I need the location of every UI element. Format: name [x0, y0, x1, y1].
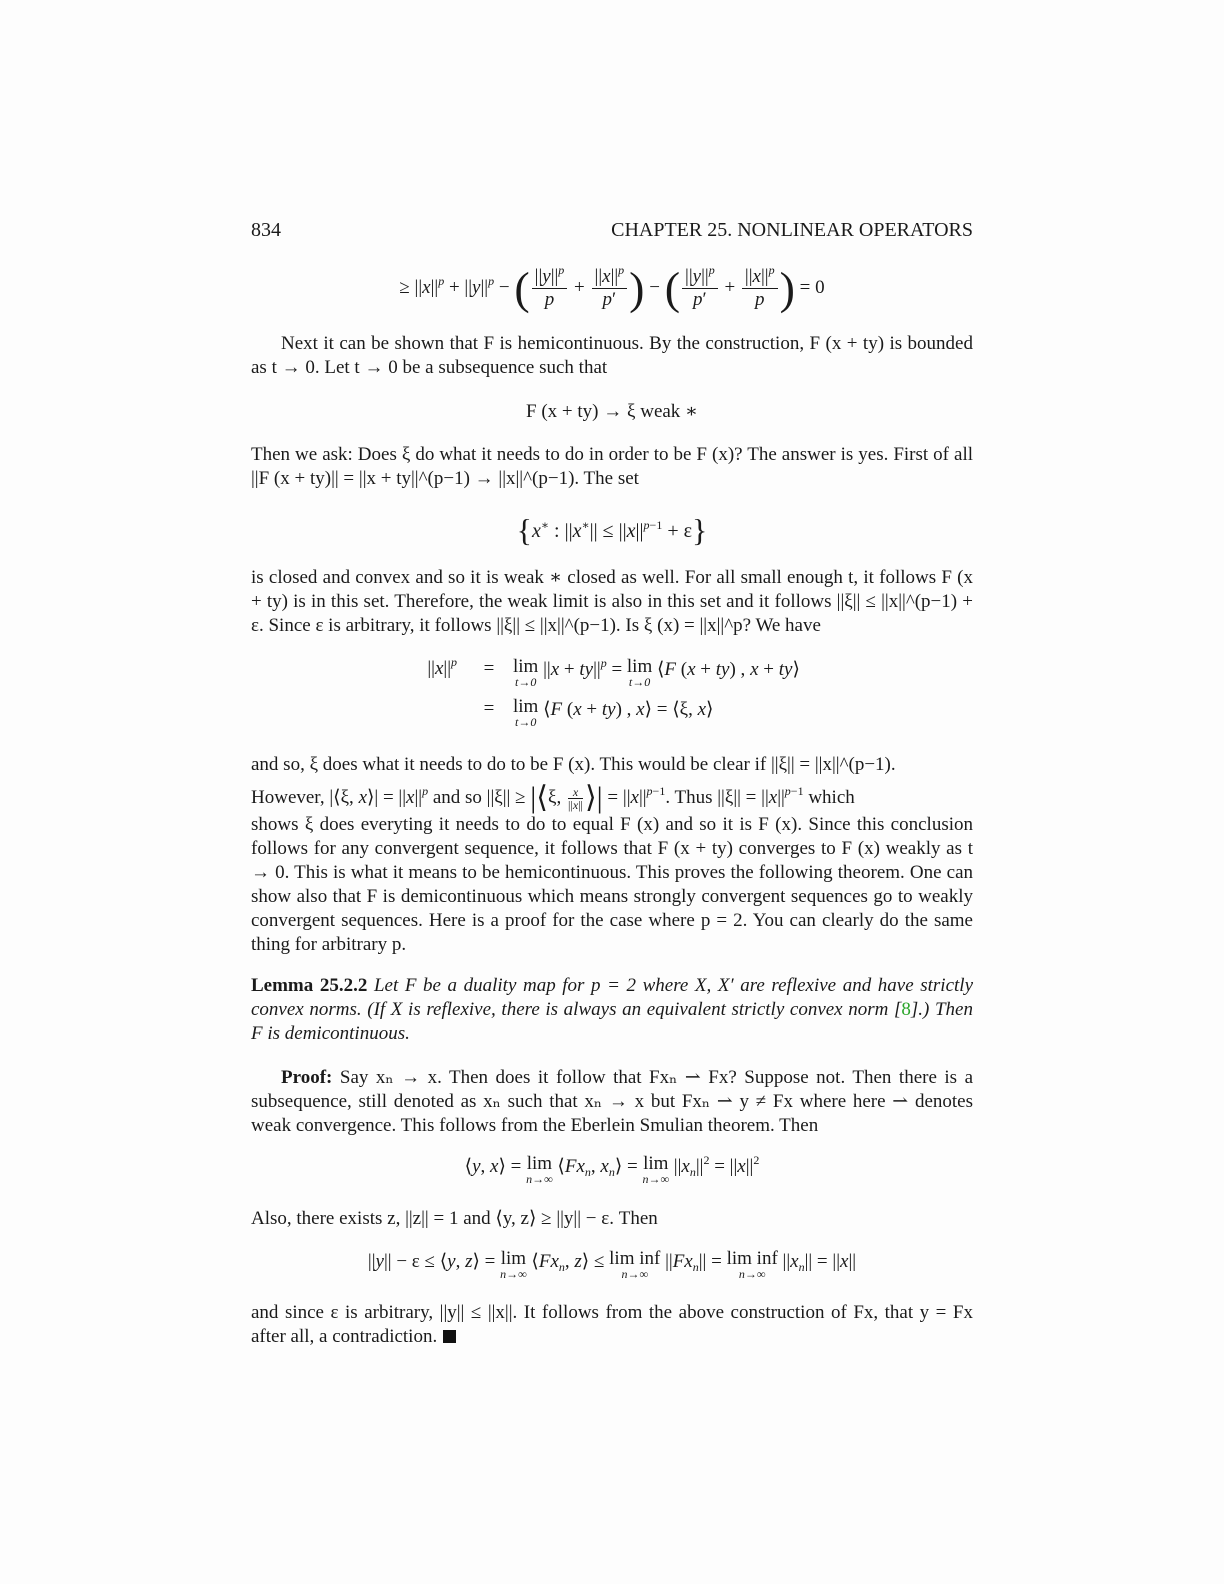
chapter-title: CHAPTER 25. NONLINEAR OPERATORS [611, 219, 973, 241]
paragraph-7 [251, 1301, 973, 1349]
proof-block [251, 1066, 973, 1138]
page-number: 834 [251, 219, 281, 241]
lemma-block [251, 974, 973, 1046]
lemma-text-1: Let F be a duality map for p = 2 where X, X′ are reflexive and have strictly convex norms. (If X is reflexive, there is always an equivalent strictly convex norm [ [251, 975, 974, 1020]
paragraph-2-text: Then we ask: Does ξ do what it needs to do in order to be F (x)? The answer is yes. First of all ||F (x + ty)|| = ||x + ty||^(p−1) → ||x||^(p−1). The set [251, 444, 973, 489]
paragraph-5-text: shows ξ does everyting it needs to do to equal F (x) and so it is F (x). Since this conclusion follows for any convergent sequence, it follows that F (x + ty) converges to F (x) weakly as t → 0. This is what it means to be hemicontinuous. This proves the following theorem. One can show also that F is demicontinuous which means strongly convergent sequences go to weakly convergent sequences. Here is a proof for the case where p = 2. You can clearly do the same thing for arbitrary p. [251, 814, 973, 955]
qed-square-icon [443, 1330, 456, 1343]
equation-however: However, |⟨ξ, x⟩| = $||x||^p$ and so ||ξ|| ≥ |⟨ξ, $\frac{x}{||x||}$ ⟩| = $||x||^{p-1}$. Thus $||\xi|| = ||x||^{p-1}$ which [251, 781, 855, 814]
paragraph-2 [251, 443, 973, 491]
page-header [251, 219, 973, 242]
paragraph-6-text: Also, there exists z, ||z|| = 1 and ⟨y, z⟩ ≥ ||y|| − ε. Then [251, 1208, 658, 1229]
proof-text: Say xₙ → x. Then does it follow that Fxₙ ⇀ Fx? Suppose not. Then there is a subsequence, still denoted as xₙ such that xₙ → x but Fxₙ ⇀ y ≠ Fx where here ⇀ denotes weak convergence. This follows from the Eberlein Smulian theorem. Then [251, 1067, 973, 1136]
paragraph-5 [251, 813, 973, 957]
paragraph-hemicontinuous [251, 332, 973, 380]
paragraph-1-text: Next it can be shown that F is hemicontinuous. By the construction, F (x + ty) is bounded as t → 0. Let t → 0 be a subsequence such that [251, 333, 973, 378]
equation-aligned: $||x||^p$ = lim t→0 $||x + ty||^p = \lim$ t→0 ⟨F (x + ty) , x + ty⟩ = lim t→0 ⟨F (x + ty) , x⟩ = ⟨ξ, x⟩ [427, 655, 800, 729]
lemma-text-2: ].) Then F is demicontinuous. [251, 999, 973, 1044]
equation-proof-2: ||y|| − ε ≤ ⟨y, z⟩ = lim n→∞ $⟨Fx_n$, z⟩ ≤ lim inf n→∞ $||Fx_n|| = \lim$ inf n→∞ $||x_n|| = ||x||$ [367, 1248, 857, 1281]
lemma-label: Lemma 25.2.2 [251, 975, 368, 996]
proof-label: Proof: [281, 1067, 333, 1088]
equation-2: F (x + ty) → ξ weak ∗ [526, 401, 698, 422]
equation-1: ≥ $||x||^p + ||y||^p$ − ( $\frac{||y||^p}{p}$ + $\frac{||x||^p}{p'}$ ) − ( $\frac{||y||^p}{p'}$ + $\frac{||x||^p}{p}$ ) = 0 [399, 262, 825, 314]
equation-proof-1: ⟨y, x⟩ = lim n→∞ $⟨Fx_n$, $x_n⟩ = \lim$ n→∞ $||x_n||^2 = ||x||^2$ [464, 1153, 760, 1186]
citation-link[interactable]: 8 [901, 999, 911, 1020]
paragraph-3-text: is closed and convex and so it is weak ∗ closed as well. For all small enough t, it follows F (x + ty) is in this set. Therefore, the weak limit is also in this set and it follows ||ξ|| ≤ ||x||^(p−1) + ε. Since ε is arbitrary, it follows ||ξ|| ≤ ||x||^(p−1). Is ξ (x) = ||x||^p? We have [251, 567, 973, 636]
equation-set: {x∗ : $||x^∗|| \le ||x||^{p-1} + \varepsilon$} [516, 512, 708, 548]
paragraph-4 [251, 753, 973, 777]
equation-1-tail: = 0 [799, 276, 825, 298]
paragraph-6 [251, 1207, 973, 1231]
paragraph-4-text: and so, ξ does what it needs to do to be F (x). This would be clear if ||ξ|| = ||x||^(p−1). [251, 754, 896, 775]
paragraph-3 [251, 566, 973, 638]
paragraph-7-text: and since ε is arbitrary, ||y|| ≤ ||x||. It follows from the above construction of Fx, that y = Fx after all, a contradiction. [251, 1302, 973, 1347]
